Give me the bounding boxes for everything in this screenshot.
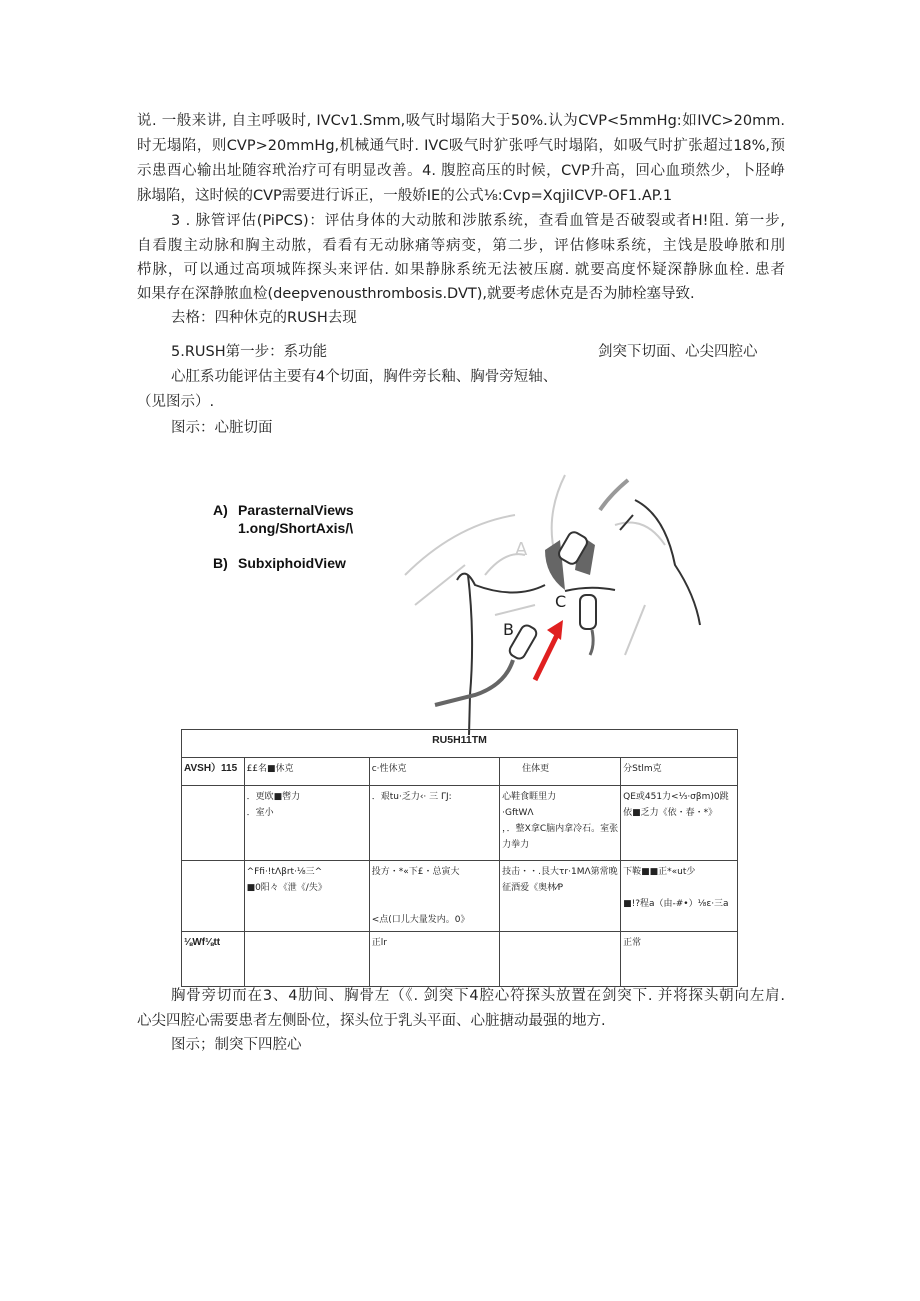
cell-line: 投方・*«下£・总寅大 bbox=[371, 867, 460, 877]
text-line: 时无塌陷，则CVP>20mmHg,机械通气时. IVC吸气时犷张呼气时塌陷，如吸气时扩张超过18%,预 bbox=[137, 138, 785, 154]
table-cell bbox=[369, 932, 499, 987]
mark-b: B bbox=[503, 620, 514, 639]
cell-line: QE或451力<⅓·σβm)0跳 bbox=[623, 792, 729, 802]
table-cell bbox=[369, 786, 499, 861]
text-line: 自看腹主动脉和胸主动脓，看看有无动脉痛等病变，第二步，评估修味系统，主饯是股峥脓和刖 bbox=[137, 238, 785, 254]
text-line: 栉脉，可以通过高项城阵探头来评估. 如果静脉系统无法被压腐. 就要高度怀疑深静脉血栓. 患者 bbox=[137, 262, 785, 278]
table-row bbox=[182, 861, 738, 932]
table-header: 住体更 bbox=[500, 758, 621, 786]
chest-ultrasound-illustration bbox=[395, 455, 725, 735]
cell-line: 下鞍■■正*«ut少 bbox=[623, 867, 696, 877]
text-line: 胸骨旁切而在3、4肋间、胸骨左（《. 剑突下4腔心符探头放置在剑突下. 并将探头朝向左肩. bbox=[171, 988, 785, 1004]
table-cell bbox=[244, 932, 369, 987]
cell-line: 依■乏力《依・春・*》 bbox=[623, 808, 718, 818]
cell-line: ．艰tu·乏力‹· 三 ΓJ: bbox=[371, 792, 452, 802]
cell-line: ．室小 bbox=[246, 808, 274, 818]
mark-c: C bbox=[555, 592, 567, 611]
text-line: 脉塌陷，这时候的CVP需要进行诉正，一般娇IE的公式⅛:Cvp=XqjiICVP-OF1.AP.1 bbox=[137, 188, 673, 204]
table-cell bbox=[500, 861, 621, 932]
cell-line: 正常 bbox=[623, 938, 642, 948]
label-a: A) ParasternalViews bbox=[213, 502, 354, 518]
cell-line bbox=[623, 880, 735, 896]
table-cell bbox=[500, 786, 621, 861]
section-heading-right: 剑突下切面、心尖四腔心 bbox=[598, 344, 758, 360]
text-line: 图示；制突下四腔心 bbox=[171, 1037, 302, 1053]
cell-line: ^Ffi·!tΛβrt·⅛三^ bbox=[246, 867, 323, 877]
table-caption: 去格：四种休克的RUSH去现 bbox=[171, 310, 357, 326]
cell-line bbox=[247, 935, 367, 951]
cell-line: 正lr bbox=[371, 938, 387, 948]
table-cell bbox=[182, 786, 245, 861]
text-line: 如果存在深静脓血检(deepvenousthrombosis.DVT),就要考虑休克是否为肺栓塞导致. bbox=[137, 286, 695, 302]
cell-line: 征酒爱《奥林⁄P bbox=[502, 883, 564, 893]
cell-line: 技击・・.艮大τr·1MΛ第常晚 bbox=[502, 867, 618, 877]
table-cell bbox=[182, 861, 245, 932]
arrow-icon bbox=[535, 635, 557, 680]
table-cell bbox=[621, 861, 738, 932]
cell-line: ■!?程a（由-#•）⅛ε·三a bbox=[623, 899, 729, 909]
cell-line bbox=[372, 880, 497, 896]
table-row bbox=[182, 786, 738, 861]
cell-line: ，．整X拿C脑内拿冷石。室张 bbox=[502, 824, 619, 834]
table-cell bbox=[621, 786, 738, 861]
table-cell bbox=[621, 932, 738, 987]
section-heading: 5.RUSH第一步：系功能 bbox=[171, 344, 328, 360]
table-header: c·性休克 bbox=[369, 758, 499, 786]
table-cell bbox=[500, 932, 621, 987]
table-header: 分Stlm克 bbox=[621, 758, 738, 786]
text-line: 心肛系功能评估主要有4个切面，胸件旁长釉、胸骨旁短轴、 bbox=[171, 369, 558, 385]
text-line: 示患酉心输出址随容玳治疗可有明显改善。4. 腹腔高压的时候，CVP升高，回心血琐然少，卜胫峥 bbox=[137, 163, 785, 179]
text-line: 心尖四腔心需要患者左侧卧位，探头位于乳头平面、心脏搪动最强的地方. bbox=[137, 1013, 606, 1029]
cell-line: ．更欧■辔力 bbox=[246, 792, 301, 802]
cell-line: 力拳力 bbox=[502, 840, 530, 850]
cell-line: <点(口儿大量发内。0》 bbox=[371, 915, 470, 925]
cell-line: 心鞋食睚里力 bbox=[502, 792, 557, 802]
table-title: RU5H11TM bbox=[182, 730, 738, 758]
cell-line: ■0阳々《泄《/失》 bbox=[246, 883, 327, 893]
label-a-sub: 1.ong/ShortAxis/\ bbox=[238, 520, 354, 536]
table-header: ££名■休克 bbox=[244, 758, 369, 786]
table-cell bbox=[369, 861, 499, 932]
label-b: B) SubxiphoidView bbox=[213, 555, 346, 571]
table-cell: ⅛Wf⅛tt bbox=[182, 932, 245, 987]
table-header: AVSH）115 bbox=[182, 758, 245, 786]
figure-caption: 图示：心脏切面 bbox=[171, 420, 273, 436]
table-cell bbox=[244, 786, 369, 861]
rush-table bbox=[181, 729, 738, 987]
table-row bbox=[182, 932, 738, 987]
text-line: 3 . 脉管评估(PiPCS)：评估身体的大动脓和涉脓系统，查看血管是否破裂或者H!阻. 第一步, bbox=[171, 213, 785, 229]
mark-a: A bbox=[515, 539, 528, 560]
table-cell bbox=[244, 861, 369, 932]
text-line: （见图示）. bbox=[137, 394, 215, 410]
text-line: 说. 一般来讲, 自主呼吸时, IVCv1.Smm,吸气时塌陷大于50%.认为CVP<5mmHg:如IVC>20mm. bbox=[137, 113, 785, 129]
cell-line bbox=[502, 935, 618, 951]
cell-line bbox=[372, 896, 497, 912]
cell-line: ·GftWΛ bbox=[502, 808, 534, 818]
